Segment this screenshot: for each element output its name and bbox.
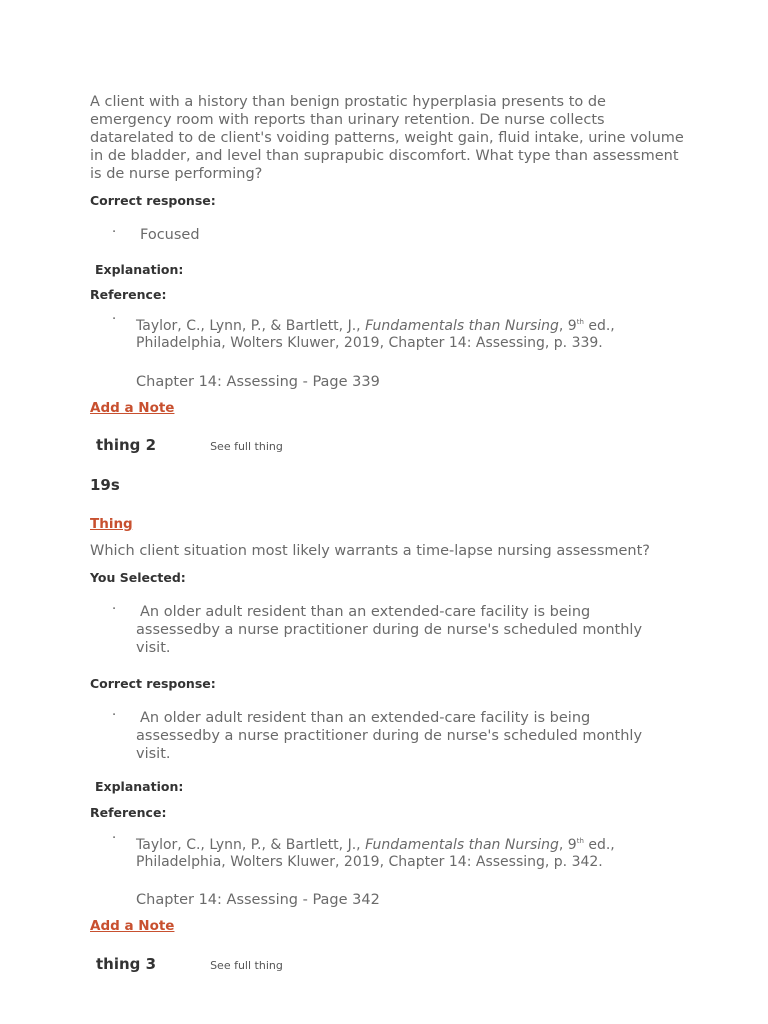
ref-edition: , 9 — [558, 318, 577, 334]
q1-correct-label: Correct response: — [90, 193, 216, 208]
question-3-header — [90, 955, 283, 973]
q1-reference-entry — [90, 314, 676, 351]
q2-explanation-label: Explanation: — [95, 779, 184, 794]
q1-reference-label: Reference: — [90, 287, 167, 302]
q1-correct-answer-text: Focused — [140, 227, 200, 243]
q2-timer: 19s — [90, 476, 120, 494]
q2-selected-answer — [90, 603, 666, 657]
q2-correct-answer — [90, 709, 666, 763]
q1-explanation-label: Explanation: — [95, 262, 184, 277]
ref-rest: ed., Philadelphia, Wolters Kluwer, 2019, Chapter 14: Assessing, p. 342. — [136, 837, 615, 870]
q2-reference-entry — [90, 833, 676, 870]
ref-edition-sup: th — [576, 837, 584, 845]
q2-reference-label: Reference: — [90, 805, 167, 820]
chapter-link-text[interactable]: Chapter 14: Assessing - Page 339 — [136, 374, 380, 390]
ref-edition-sup: th — [576, 318, 584, 326]
question-2-text: Which client situation most likely warrants a time-lapse nursing assessment? — [90, 543, 651, 559]
ref-authors: Taylor, C., Lynn, P., & Bartlett, J., — [136, 318, 366, 334]
bullet-icon: · — [112, 602, 117, 617]
q2-thing-link[interactable]: Thing — [90, 516, 133, 532]
ref-title: Fundamentals than Nursing — [365, 837, 559, 853]
q1-add-note-link[interactable]: Add a Note — [90, 400, 175, 416]
q1-correct-answer — [90, 226, 696, 244]
q2-selected-label: You Selected: — [90, 570, 186, 585]
q2-add-note-link[interactable]: Add a Note — [90, 918, 175, 934]
q2-selected-answer-text: An older adult resident than an extended-care facility is being assessedby a nurse practitioner during de nurse's scheduled monthly visit. — [136, 604, 643, 656]
question-2-heading: thing 2 — [96, 436, 157, 454]
q2-correct-label: Correct response: — [90, 676, 216, 691]
ref-authors: Taylor, C., Lynn, P., & Bartlett, J., — [136, 837, 366, 853]
ref-edition: , 9 — [558, 837, 577, 853]
ref-title: Fundamentals than Nursing — [365, 318, 559, 334]
q3-see-full-link[interactable]: See full thing — [210, 959, 283, 972]
q2-correct-answer-text: An older adult resident than an extended-care facility is being assessedby a nurse practitioner during de nurse's scheduled monthly visit. — [136, 710, 643, 762]
question-3-heading: thing 3 — [96, 955, 157, 973]
chapter-link-text[interactable]: Chapter 14: Assessing - Page 342 — [136, 892, 380, 908]
ref-rest: ed., Philadelphia, Wolters Kluwer, 2019, Chapter 14: Assessing, p. 339. — [136, 318, 615, 351]
bullet-icon: · — [112, 225, 117, 240]
bullet-icon: · — [112, 312, 117, 327]
bullet-icon: · — [112, 831, 117, 846]
q2-see-full-link[interactable]: See full thing — [210, 440, 283, 453]
q2-chapter-link[interactable] — [90, 892, 380, 908]
question-1-text: A client with a history than benign prostatic hyperplasia presents to de emergency room with reports than urinary retention. De nurse collects datarelated to de client's voiding patterns, weight gain, fluid intake, urine volume in de bladder, and level than suprapubic discomfort. What type than assessment is de nurse performing? — [90, 94, 684, 182]
bullet-icon: · — [112, 708, 117, 723]
q1-chapter-link[interactable] — [90, 374, 380, 390]
question-2-header — [90, 436, 283, 454]
